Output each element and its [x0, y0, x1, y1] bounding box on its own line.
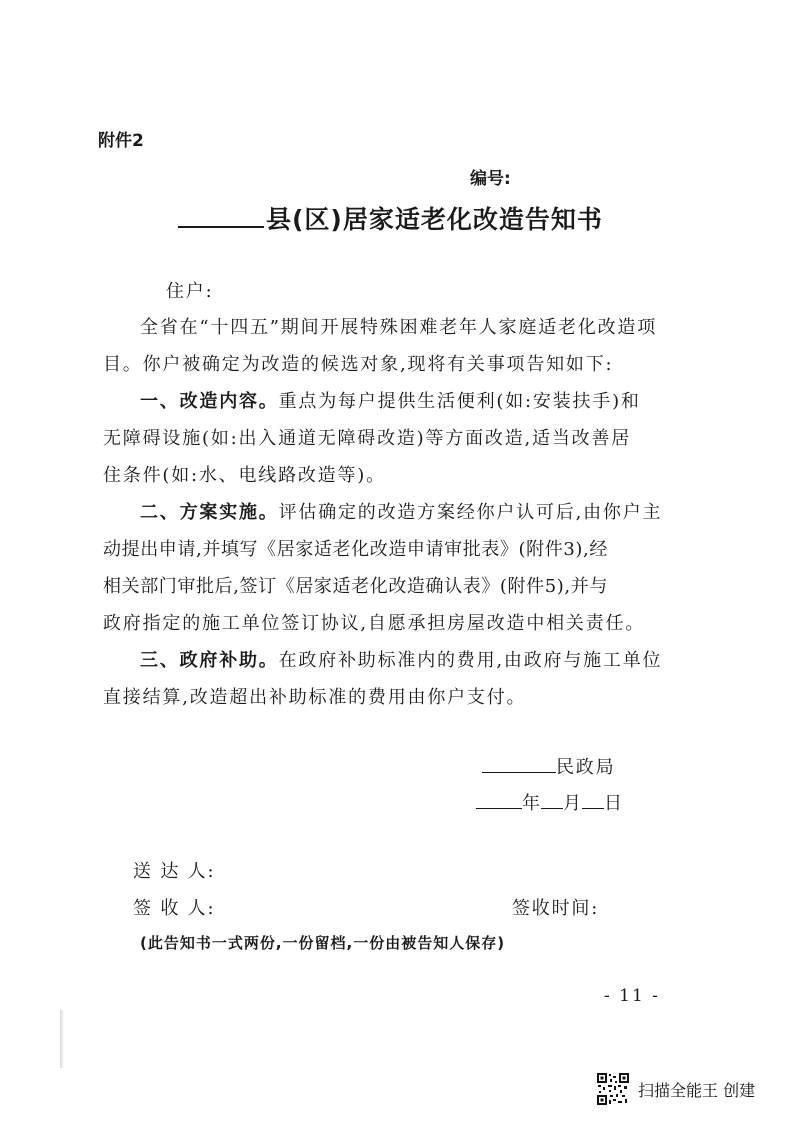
section2-line-2: 动提出申请,并填写《居家适老化改造申请审批表》(附件3),经: [103, 539, 608, 560]
section1-line-1: [140, 390, 641, 414]
attachment-label: 附件2: [98, 131, 144, 151]
county-blank: [178, 202, 264, 228]
section2-line-4: 政府指定的施工单位签订协议,自愿承担房屋改造中相关责任。: [103, 613, 646, 634]
year-label: 年: [522, 793, 541, 814]
section1-line-3: 住条件(如:水、电线路改造等)。: [103, 465, 386, 486]
month-label: 月: [563, 793, 582, 814]
issue-date: [476, 790, 623, 816]
title-text: 县(区)居家适老化改造告知书: [266, 205, 603, 234]
scan-shadow: [60, 1010, 64, 1068]
section1-heading: 一、改造内容。: [140, 391, 279, 412]
document-title: [178, 200, 603, 236]
bureau-blank: [482, 754, 556, 773]
intro-line-2: 目。你户被确定为改造的候选对象,现将有关事项告知如下:: [103, 354, 614, 375]
greeting: 住户:: [166, 281, 214, 302]
day-label: 日: [604, 793, 623, 814]
receipt-time-label: 签收时间:: [512, 898, 600, 919]
scanner-watermark: [596, 1072, 755, 1106]
section1-line-2: 无障碍设施(如:出入通道无障碍改造)等方面改造,适当改善居: [103, 428, 632, 449]
page-number: - 11 -: [604, 986, 660, 1006]
copies-note: (此告知书一式两份,一份留档,一份由被告知人保存): [140, 934, 506, 952]
section2-line-1: [140, 501, 662, 525]
serial-number-label: 编号:: [470, 169, 511, 189]
section2-line-3: 相关部门审批后,签订《居家适老化改造确认表》(附件5),并与: [103, 576, 608, 597]
bureau-label: 民政局: [556, 757, 616, 778]
deliverer-label: 送 达 人:: [133, 861, 216, 882]
day-blank: [582, 790, 604, 809]
section1-text: 重点为每户提供生活便利(如:安装扶手)和: [278, 391, 641, 412]
section2-heading: 二、方案实施。: [140, 502, 279, 523]
year-blank: [476, 790, 522, 809]
issuing-authority: [482, 754, 615, 780]
section3-line-2: 直接结算,改造超出补助标准的费用由你户支付。: [103, 687, 527, 708]
intro-line-1: 全省在“十四五”期间开展特殊困难老年人家庭适老化改造项: [140, 317, 658, 338]
section3-text: 在政府补助标准内的费用,由政府与施工单位: [278, 650, 663, 671]
recipient-label: 签 收 人:: [133, 898, 216, 919]
section2-text: 评估确定的改造方案经你户认可后,由你户主: [278, 502, 663, 523]
month-blank: [541, 790, 563, 809]
section3-heading: 三、政府补助。: [140, 650, 279, 671]
section3-line-1: [140, 649, 662, 673]
qr-code-icon: [596, 1072, 630, 1106]
scanner-label: 扫描全能王 创建: [638, 1080, 756, 1100]
